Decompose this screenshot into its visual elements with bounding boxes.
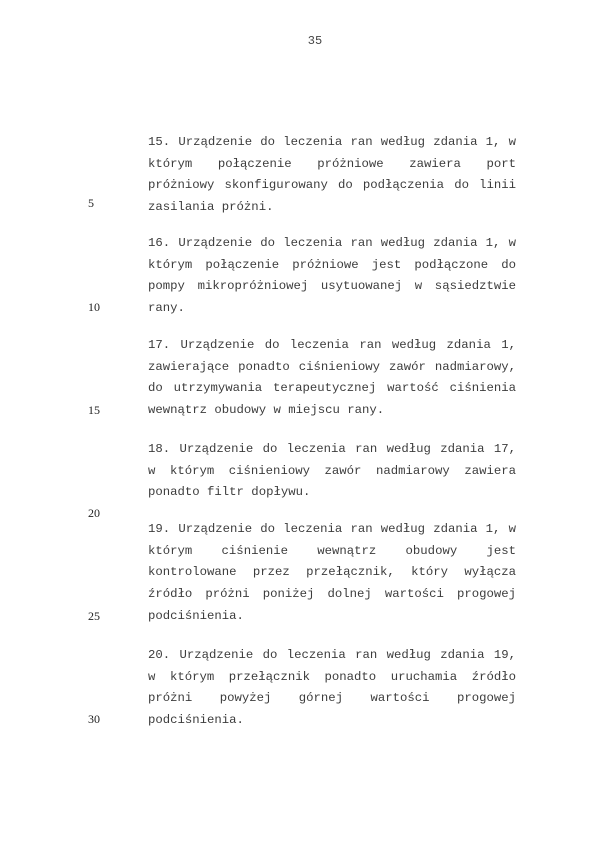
claim-18	[148, 439, 516, 504]
claim-15-text: 15. Urządzenie do leczenia ran według zdania 1, w którym połączenie próżniowe zawiera port próżniowy skonfigurowany do podłączenia do linii zasilania próżni.	[148, 135, 516, 215]
line-number-20: 20	[88, 506, 100, 520]
page-number: 35	[307, 34, 323, 48]
line-number-10: 10	[88, 300, 100, 314]
line-number-5: 5	[88, 196, 94, 210]
claim-19-text: 19. Urządzenie do leczenia ran według zdania 1, w którym ciśnienie wewnątrz obudowy jest kontrolowane przez przełącznik, który wyłącza źródło próżni poniżej dolnej wartości progowej podciśnienia.	[148, 522, 516, 623]
claim-17	[148, 335, 516, 422]
claim-15	[148, 132, 516, 219]
claim-17-text: 17. Urządzenie do leczenia ran według zdania 1, zawierające ponadto ciśnieniowy zawór nadmiarowy, do utrzymywania terapeutycznej wartość ciśnienia wewnątrz obudowy w miejscu rany.	[148, 338, 516, 418]
claim-20	[148, 645, 516, 732]
claim-16	[148, 233, 516, 320]
claim-19	[148, 519, 516, 628]
line-number-15: 15	[88, 403, 100, 417]
claim-18-text: 18. Urządzenie do leczenia ran według zdania 17, w którym ciśnieniowy zawór nadmiarowy zawiera ponadto filtr dopływu.	[148, 442, 516, 500]
line-number-30: 30	[88, 712, 100, 726]
line-number-25: 25	[88, 609, 100, 623]
claim-20-text: 20. Urządzenie do leczenia ran według zdania 19, w którym przełącznik ponadto uruchamia źródło próżni powyżej górnej wartości progowej podciśnienia.	[148, 648, 516, 728]
claim-16-text: 16. Urządzenie do leczenia ran według zdania 1, w którym połączenie próżniowe jest podłączone do pompy mikropróżniowej usytuowanej w sąsiedztwie rany.	[148, 236, 516, 316]
